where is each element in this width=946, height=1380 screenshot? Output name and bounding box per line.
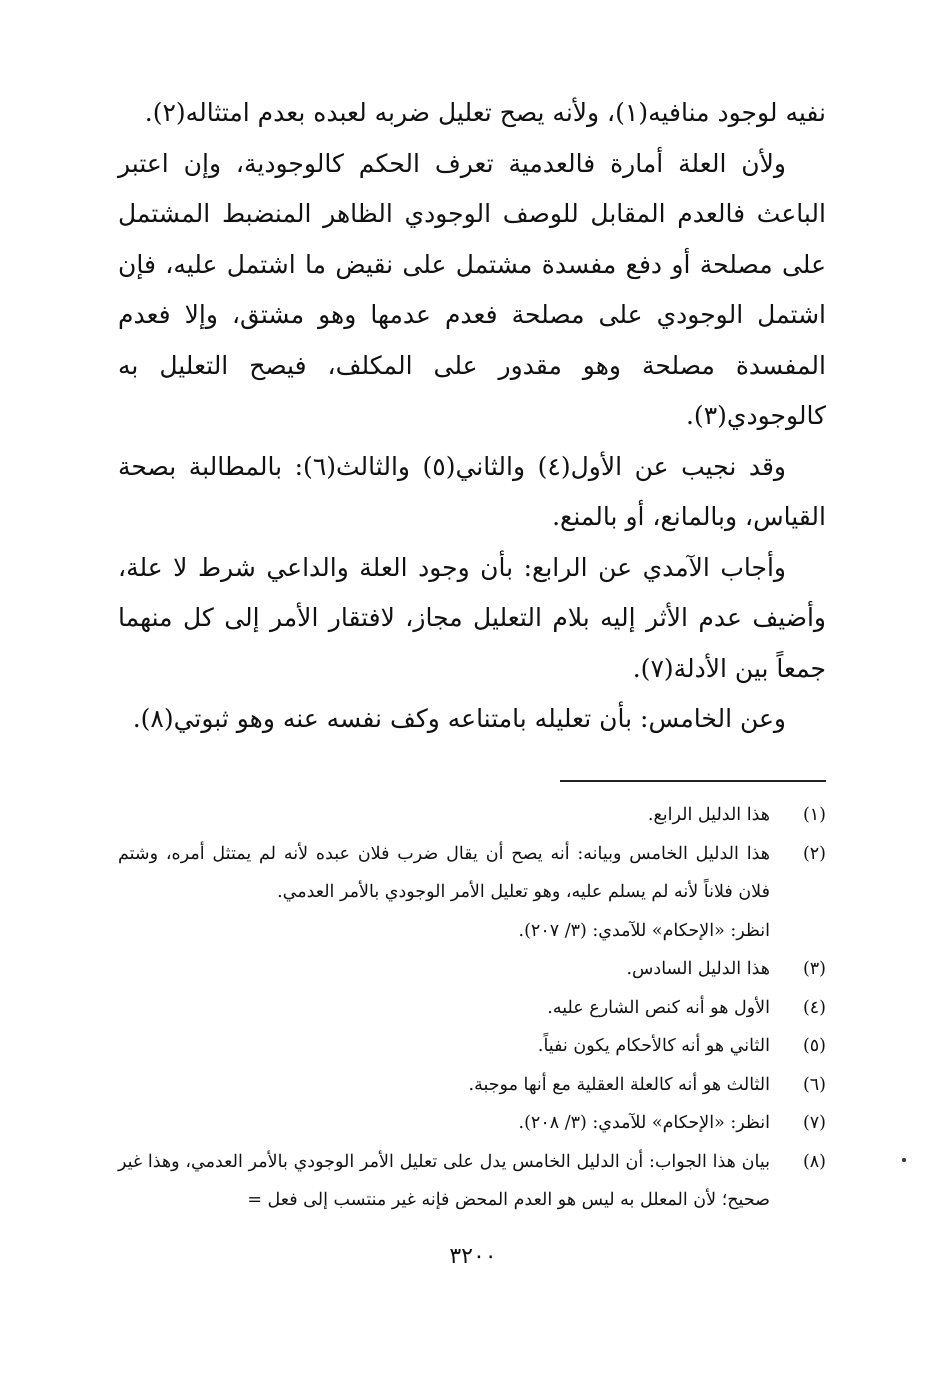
body-paragraph: وقد نجيب عن الأول(٤) والثاني(٥) والثالث(٦): بالمطالبة بصحة القياس، وبالمانع، أو بالمنع. xyxy=(118,451,826,531)
footnote-2 xyxy=(118,835,826,951)
footnote-7 xyxy=(118,1104,826,1143)
footnote-text: الثاني هو أنه كالأحكام يكون نفياً. xyxy=(537,1036,770,1056)
body-paragraph: ولأن العلة أمارة فالعدمية تعرف الحكم كالوجودية، وإن اعتبر الباعث فالعدم المقابل للوصف الوجودي الظاهر المنضبط المشتمل على مصلحة أو دفع مفسدة مشتمل على نقيض ما اشتمل عليه، فإن اشتمل الوجودي على مصلحة فعدم عدمها وهو مشتق، وإلا فعدم المفسدة مصلحة وهو مقدور على المكلف، فيصح التعليل به كالوجودي(٣). xyxy=(118,148,826,430)
footnote-text: بيان هذا الجواب: أن الدليل الخامس يدل على تعليل الأمر الوجودي بالأمر العدمي، وهذا غير صحيح؛ لأن المعلل به ليس هو العدم المحض فإنه غير منتسب إلى فعل = xyxy=(118,1151,770,1210)
footnote-reference: انظر: «الإحكام» للآمدي: (٣/ ٢٠٧). xyxy=(518,920,770,941)
footnote-4 xyxy=(118,989,826,1028)
body-paragraph: وعن الخامس: بأن تعليله بامتناعه وكف نفسه عنه وهو ثبوتي(٨). xyxy=(132,704,786,733)
footnote-number: (٤) xyxy=(802,997,826,1018)
body-paragraph: وأجاب الآمدي عن الرابع: بأن وجود العلة والداعي شرط لا علة، وأضيف عدم الأثر إليه بلام التعليل مجاز، لافتقار الأمر إلى كل منهما جمعاً بين الأدلة(٧). xyxy=(118,552,826,683)
footnote-number: (٨) xyxy=(802,1151,826,1172)
page-number: ٣٢٠٠ xyxy=(449,1244,497,1269)
footnote-1 xyxy=(118,796,826,835)
footnote-text: هذا الدليل الرابع. xyxy=(647,805,770,825)
scan-speck xyxy=(902,1158,906,1162)
footnote-text: هذا الدليل الخامس وبيانه: أنه يصح أن يقال ضرب فلان عبده لأنه لم يمتثل أمره، وشتم فلان فلاناً لأنه لم يسلم عليه، وهو تعليل الأمر الوجودي بالأمر العدمي. xyxy=(118,843,770,902)
footnotes xyxy=(118,796,826,1220)
footnote-text: هذا الدليل السادس. xyxy=(626,959,770,979)
footnote-3 xyxy=(118,950,826,989)
footnote-5 xyxy=(118,1027,826,1066)
body-paragraph: نفيه لوجود منافيه(١)، ولأنه يصح تعليل ضربه لعبده بعدم امتثاله(٢). xyxy=(144,98,826,127)
footnote-number: (٣) xyxy=(802,959,826,979)
footnote-number: (٢) xyxy=(802,843,826,864)
footnote-6 xyxy=(118,1066,826,1105)
footnote-number: (٥) xyxy=(802,1036,826,1056)
footnote-text: الأول هو أنه كنص الشارع عليه. xyxy=(547,997,770,1018)
body-text xyxy=(118,88,826,745)
footnote-8 xyxy=(118,1143,826,1220)
footnote-number: (٧) xyxy=(802,1113,826,1133)
footnote-divider xyxy=(560,780,826,782)
footnote-number: (١) xyxy=(802,805,826,825)
page-content xyxy=(118,88,826,1210)
footnote-text: الثالث هو أنه كالعلة العقلية مع أنها موجبة. xyxy=(468,1074,770,1095)
footnote-number: (٦) xyxy=(802,1074,826,1095)
footnote-text: انظر: «الإحكام» للآمدي: (٣/ ٢٠٨). xyxy=(518,1113,770,1133)
